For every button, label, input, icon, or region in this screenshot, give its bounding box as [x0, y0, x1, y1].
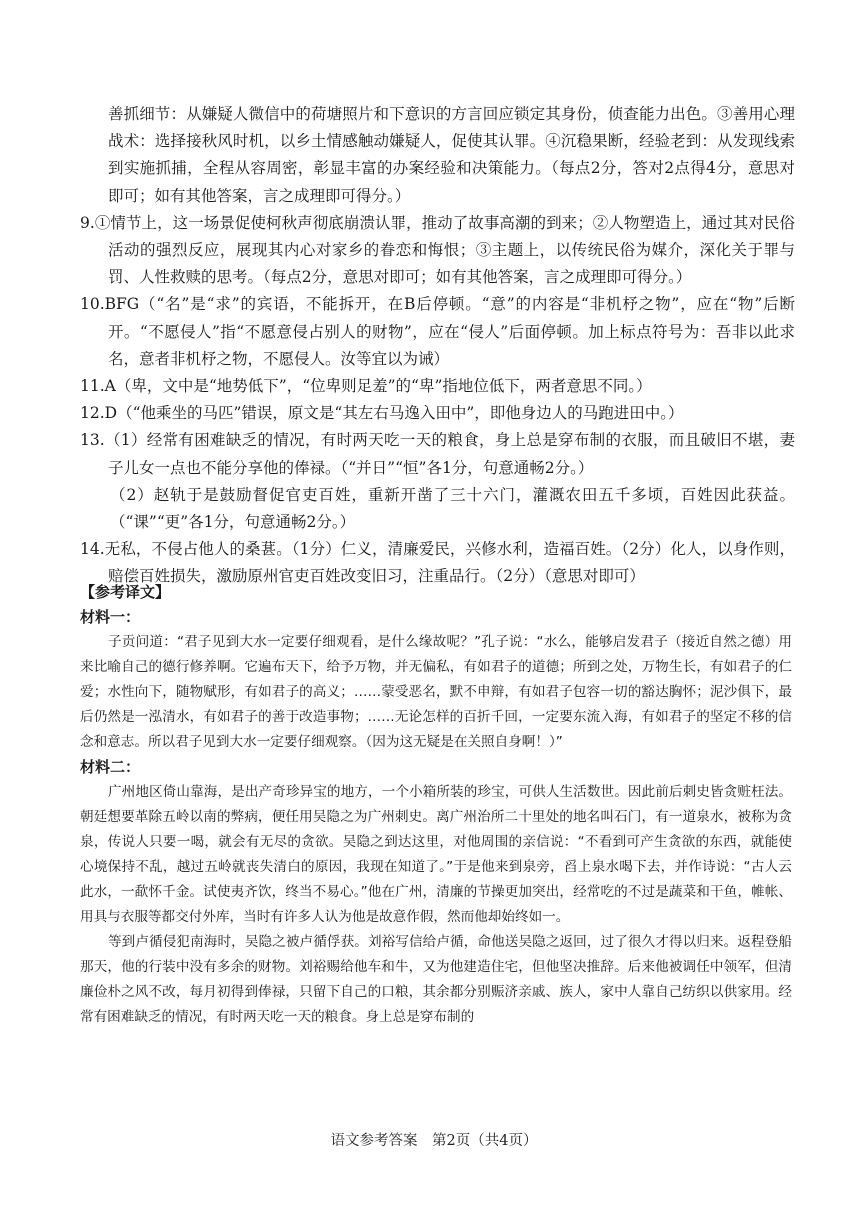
translation-heading: 【参考译文】: [80, 583, 171, 601]
answer-12: 12.D（“他乘坐的马匹”错误，原文是“其左右马逸入田中”，即他身边人的马跑进田中。）: [80, 404, 684, 423]
answer-section: [80, 101, 795, 591]
answer-10: 10.BFG（“名”是“求”的宾语，不能拆开，在B后停顿。“意”的内容是“非机杼之物”，应在“物”后断开。“不愿侵人”指“不愿意侵占别人的财物”，应在“侵人”后面停顿。加上标点符号为：吾非以此求名，意者非机杼之物，不愿侵人。汝等宜以为诫）: [80, 295, 795, 368]
answer-13-part-1: 13.（1）经常有困难缺乏的情况，有时两天吃一天的粮食，身上总是穿布制的衣服，而且破旧不堪，妻子儿女一点也不能分享他的俸禄。（“并日”“恒”各1分，句意通畅2分。）: [80, 431, 795, 477]
material-2-paragraph-2: 等到卢循侵犯南海时，吴隐之被卢循俘获。刘裕写信给卢循，命他送吴隐之返回，过了很久才得以归来。返程登船那天，他的行装中没有多余的财物。刘裕赐给他车和牛，又为他建造住宅，但他坚决推辞。后来他被调任中领军，但清廉俭朴之风不改，每月初得到俸禄，只留下自己的口粮，其余都分别赈济亲戚、族人，家中人靠自己纺织以供家用。经常有困难缺乏的情况，有时两天吃一天的粮食。身上总是穿布制的: [80, 934, 792, 1025]
reference-translation: [80, 580, 792, 1030]
answer-9: 9.①情节上，这一场景促使柯秋声彻底崩溃认罪，推动了故事高潮的到来；②人物塑造上，通过其对民俗活动的强烈反应，展现其内心对家乡的眷恋和悔恨；③主题上，以传统民俗为媒介，深化关于罪与罚、人性救赎的思考。（每点2分，意思对即可；如有其他答案，言之成理即可得分。）: [80, 213, 795, 287]
material-2-paragraph-1: 广州地区倚山靠海，是出产奇珍异宝的地方，一个小箱所装的珍宝，可供人生活数世。因此前后刺史皆贪赃枉法。朝廷想要革除五岭以南的弊病，便任用吴隐之为广州刺史。离广州治所二十里处的地名叫石门，有一道泉水，被称为贪泉，传说人只要一喝，就会有无尽的贪欲。吴隐之到达这里，对他周围的亲信说：“不看到可产生贪欲的东西，就能使心境保持不乱，越过五岭就丧失清白的原因，我现在知道了。”于是他来到泉旁，舀上泉水喝下去，并作诗说：“古人云此水，一歃怀千金。试使夷齐饮，终当不易心。”他在广州，清廉的节操更加突出，经常吃的不过是蔬菜和干鱼，帷帐、用具与衣服等都交付外库，当时有许多人认为他是故意作假，然而他却始终如一。: [80, 784, 792, 925]
answer-13-part-2: （2）赵轨于是鼓励督促官吏百姓，重新开凿了三十六门，灌溉农田五千多顷，百姓因此获益。（“课”“更”各1分，句意通畅2分。）: [110, 485, 795, 532]
material-2-label: 材料二：: [80, 758, 141, 776]
answer-14: 14.无私，不侵占他人的桑葚。（1分）仁义，清廉爱民，兴修水利，造福百姓。（2分）化人，以身作则，赔偿百姓损失，激励原州官吏百姓改变旧习，注重品行。（2分）（意思对即可）: [80, 540, 795, 586]
material-1-label: 材料一：: [80, 608, 141, 626]
page-footer: 语文参考答案 第2页（共4页）: [330, 1133, 538, 1149]
answer-8-continued: 善抓细节：从嫌疑人微信中的荷塘照片和下意识的方言回应锁定其身份，侦查能力出色。③善用心理战术：选择接秋风时机，以乡土情感触动嫌疑人，促使其认罪。④沉稳果断，经验老到：从发现线索到实施抓捕，全程从容周密，彰显丰富的办案经验和决策能力。（每点2分，答对2点得4分，意思对即可；如有其他答案，言之成理即可得分。）: [108, 105, 795, 205]
answer-11: 11.A（卑，文中是“地势低下”，“位卑则足羞”的“卑”指地位低下，两者意思不同。）: [80, 377, 652, 396]
material-1-text: 子贡问道：“君子见到大水一定要仔细观看，是什么缘故呢？”孔子说：“水么，能够启发君子（接近自然之德）用来比喻自己的德行修养啊。它遍布天下，给予万物，并无偏私，有如君子的道德；所到之处，万物生长，有如君子的仁爱；水性向下，随物赋形，有如君子的高义；……蒙受恶名，默不申辩，有如君子包容一切的豁达胸怀；泥沙俱下，最后仍然是一泓清水，有如君子的善于改造事物；……无论怎样的百折千回，一定要东流入海，有如君子的坚定不移的信念和意志。所以君子见到大水一定要仔细观察。（因为这无疑是在关照自身啊！）”: [80, 634, 792, 750]
